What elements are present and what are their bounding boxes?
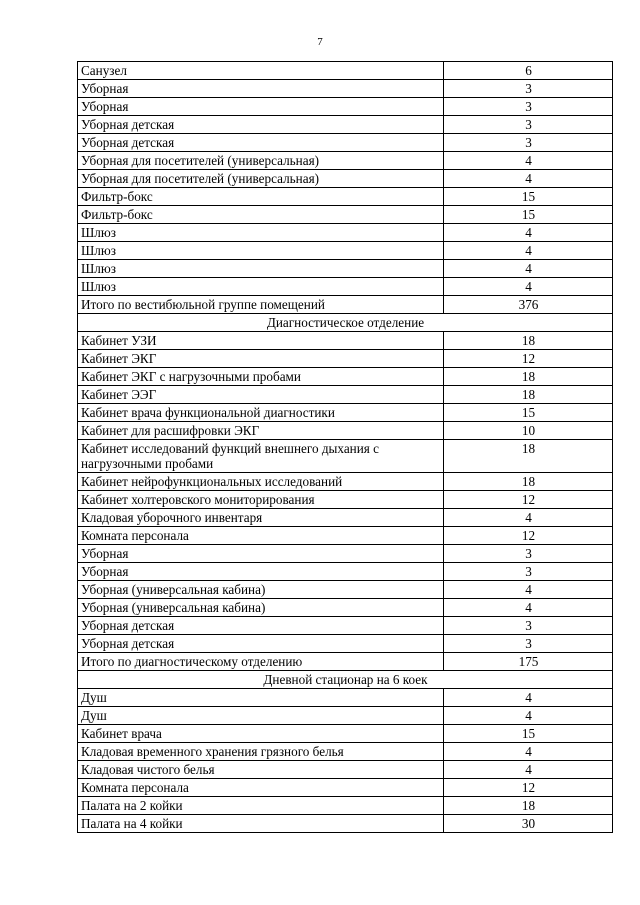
room-area-cell: 12 — [444, 779, 613, 797]
room-area-cell: 175 — [444, 653, 613, 671]
rooms-table — [77, 61, 613, 833]
room-area-cell: 18 — [444, 440, 613, 473]
table-row — [78, 491, 613, 509]
room-name-cell: Кабинет для расшифровки ЭКГ — [78, 422, 444, 440]
room-area-cell: 4 — [444, 599, 613, 617]
table-row — [78, 278, 613, 296]
table-row — [78, 242, 613, 260]
room-area-cell: 4 — [444, 689, 613, 707]
room-area-cell: 4 — [444, 260, 613, 278]
room-area-cell: 4 — [444, 242, 613, 260]
table-row — [78, 815, 613, 833]
room-area-cell: 12 — [444, 527, 613, 545]
room-area-cell: 3 — [444, 134, 613, 152]
room-name-cell: Фильтр-бокс — [78, 188, 444, 206]
room-area-cell: 3 — [444, 80, 613, 98]
room-area-cell: 12 — [444, 350, 613, 368]
room-name-cell: Кабинет исследований функций внешнего дыхания с нагрузочными пробами — [78, 440, 444, 473]
table-row — [78, 581, 613, 599]
room-name-cell: Уборная — [78, 98, 444, 116]
room-name-cell: Душ — [78, 707, 444, 725]
room-name-cell: Палата на 2 койки — [78, 797, 444, 815]
room-area-cell: 3 — [444, 116, 613, 134]
room-area-cell: 4 — [444, 581, 613, 599]
table-row — [78, 170, 613, 188]
table-row — [78, 689, 613, 707]
room-area-cell: 15 — [444, 206, 613, 224]
table-row — [78, 473, 613, 491]
room-area-cell: 4 — [444, 707, 613, 725]
section-title: Дневной стационар на 6 коек — [78, 671, 613, 689]
room-name-cell: Кабинет ЭКГ — [78, 350, 444, 368]
room-area-cell: 15 — [444, 188, 613, 206]
room-name-cell: Уборная детская — [78, 617, 444, 635]
room-name-cell: Уборная (универсальная кабина) — [78, 599, 444, 617]
room-name-cell: Шлюз — [78, 242, 444, 260]
section-header-row — [78, 314, 613, 332]
room-area-cell: 6 — [444, 62, 613, 80]
room-area-cell: 4 — [444, 170, 613, 188]
table-row — [78, 707, 613, 725]
room-area-cell: 3 — [444, 635, 613, 653]
room-name-cell: Кабинет ЭКГ с нагрузочными пробами — [78, 368, 444, 386]
table-row — [78, 527, 613, 545]
room-area-cell: 15 — [444, 725, 613, 743]
room-area-cell: 18 — [444, 797, 613, 815]
table-row — [78, 761, 613, 779]
rooms-table-body — [78, 62, 613, 833]
room-area-cell: 18 — [444, 332, 613, 350]
table-row — [78, 797, 613, 815]
room-area-cell: 4 — [444, 743, 613, 761]
room-name-cell: Комната персонала — [78, 779, 444, 797]
table-row — [78, 563, 613, 581]
room-name-cell: Кабинет ЭЭГ — [78, 386, 444, 404]
table-row — [78, 152, 613, 170]
room-name-cell: Кабинет холтеровского мониторирования — [78, 491, 444, 509]
section-header-row — [78, 671, 613, 689]
room-name-cell: Уборная детская — [78, 635, 444, 653]
table-row — [78, 599, 613, 617]
room-name-cell: Уборная детская — [78, 116, 444, 134]
room-area-cell: 376 — [444, 296, 613, 314]
table-row — [78, 80, 613, 98]
room-area-cell: 3 — [444, 617, 613, 635]
table-row — [78, 635, 613, 653]
room-area-cell: 4 — [444, 761, 613, 779]
table-row — [78, 509, 613, 527]
room-name-cell: Санузел — [78, 62, 444, 80]
table-row — [78, 653, 613, 671]
table-row — [78, 62, 613, 80]
room-area-cell: 3 — [444, 98, 613, 116]
room-name-cell: Уборная — [78, 545, 444, 563]
room-name-cell: Кабинет УЗИ — [78, 332, 444, 350]
room-name-cell: Кладовая временного хранения грязного белья — [78, 743, 444, 761]
table-row — [78, 260, 613, 278]
table-row — [78, 368, 613, 386]
room-area-cell: 10 — [444, 422, 613, 440]
room-name-cell: Комната персонала — [78, 527, 444, 545]
table-row — [78, 545, 613, 563]
room-area-cell: 12 — [444, 491, 613, 509]
table-row — [78, 617, 613, 635]
room-name-cell: Палата на 4 койки — [78, 815, 444, 833]
table-row — [78, 386, 613, 404]
room-area-cell: 4 — [444, 509, 613, 527]
room-area-cell: 4 — [444, 152, 613, 170]
room-name-cell: Кладовая чистого белья — [78, 761, 444, 779]
room-name-cell: Фильтр-бокс — [78, 206, 444, 224]
room-area-cell: 4 — [444, 224, 613, 242]
room-name-cell: Кабинет нейрофункциональных исследований — [78, 473, 444, 491]
table-row — [78, 350, 613, 368]
room-area-cell: 4 — [444, 278, 613, 296]
room-area-cell: 15 — [444, 404, 613, 422]
table-row — [78, 188, 613, 206]
section-title: Диагностическое отделение — [78, 314, 613, 332]
room-area-cell: 30 — [444, 815, 613, 833]
room-name-cell: Уборная — [78, 80, 444, 98]
room-area-cell: 18 — [444, 473, 613, 491]
table-row — [78, 134, 613, 152]
room-area-cell: 3 — [444, 563, 613, 581]
table-row — [78, 224, 613, 242]
room-area-cell: 3 — [444, 545, 613, 563]
table-row — [78, 440, 613, 473]
room-name-cell: Кладовая уборочного инвентаря — [78, 509, 444, 527]
table-row — [78, 116, 613, 134]
room-area-cell: 18 — [444, 386, 613, 404]
room-name-cell: Душ — [78, 689, 444, 707]
room-name-cell: Шлюз — [78, 260, 444, 278]
room-name-cell: Уборная для посетителей (универсальная) — [78, 152, 444, 170]
table-row — [78, 725, 613, 743]
table-row — [78, 332, 613, 350]
table-row — [78, 743, 613, 761]
room-name-cell: Уборная — [78, 563, 444, 581]
table-row — [78, 779, 613, 797]
page-number: 7 — [317, 36, 323, 48]
room-name-cell: Шлюз — [78, 278, 444, 296]
table-row — [78, 98, 613, 116]
room-name-cell: Кабинет врача функциональной диагностики — [78, 404, 444, 422]
table-row — [78, 206, 613, 224]
table-row — [78, 296, 613, 314]
room-name-cell: Итого по диагностическому отделению — [78, 653, 444, 671]
room-name-cell: Уборная детская — [78, 134, 444, 152]
room-name-cell: Уборная для посетителей (универсальная) — [78, 170, 444, 188]
table-row — [78, 404, 613, 422]
room-name-cell: Уборная (универсальная кабина) — [78, 581, 444, 599]
room-name-cell: Кабинет врача — [78, 725, 444, 743]
table-row — [78, 422, 613, 440]
room-name-cell: Итого по вестибюльной группе помещений — [78, 296, 444, 314]
room-area-cell: 18 — [444, 368, 613, 386]
room-name-cell: Шлюз — [78, 224, 444, 242]
